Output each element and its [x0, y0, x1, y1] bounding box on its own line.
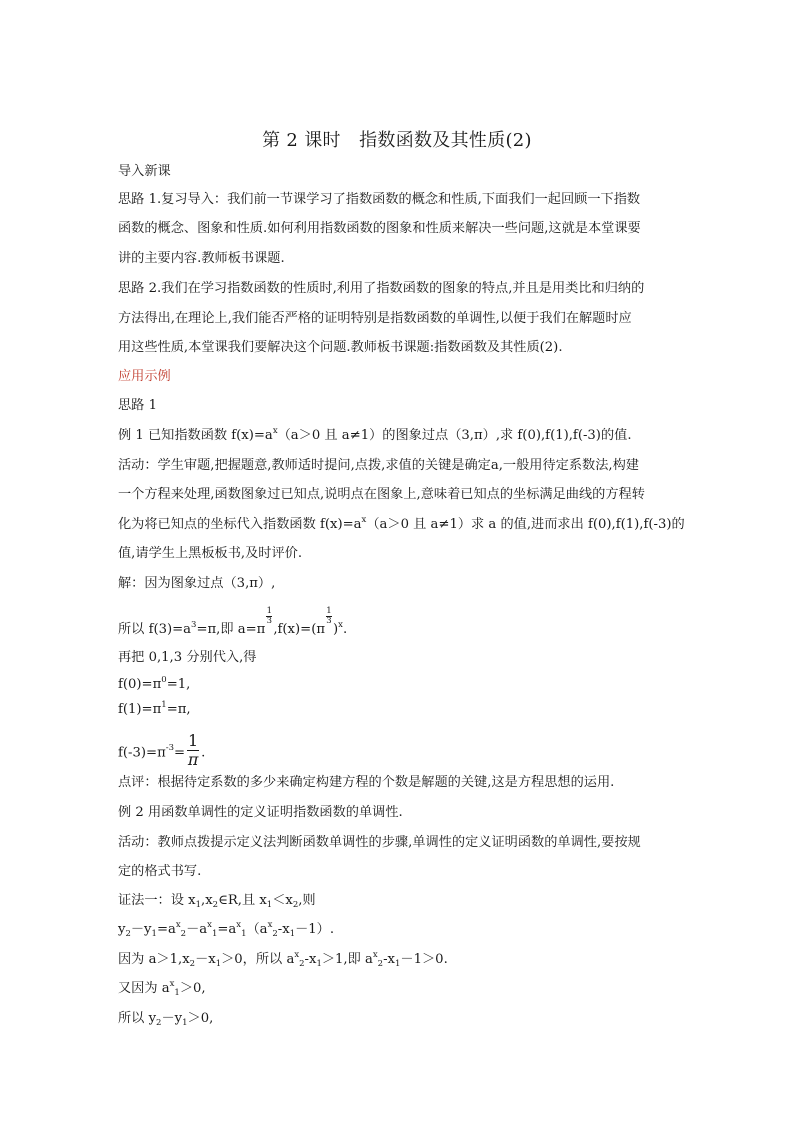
application-heading: 应用示例 [118, 369, 171, 384]
activity1-line-1: 活动：学生审题,把握题意,教师适时提问,点拨,求值的关键是确定a,一般用待定系数法,构建 [118, 458, 639, 473]
activity2-line-2: 定的格式书写. [118, 864, 202, 879]
idea1-line-2: 函数的概念、图象和性质.如何利用指数函数的图象和性质来解决一些问题,这就是本堂课要 [118, 221, 641, 236]
example-2: 例 2 用函数单调性的定义证明指数函数的单调性. [118, 805, 403, 820]
intro-heading: 导入新课 [118, 164, 171, 179]
comment-1: 点评：根据待定系数的多少来确定构建方程的个数是解题的关键,这是方程思想的运用. [118, 775, 615, 790]
f1-value: $f(1)=\pi^1=\pi$, [118, 700, 191, 717]
proof-line-5: 所以 $y_2-y_1>0$, [118, 1011, 214, 1028]
idea2-line-3: 用这些性质,本堂课我们要解决这个问题.教师板书课题:指数函数及其性质(2). [118, 340, 563, 355]
fraction-exponent: $\frac{1}{3}$ [266, 606, 273, 626]
fraction-exponent: $\frac{1}{3}$ [326, 606, 332, 626]
page-title: 第 2 课时 指数函数及其性质(2) [262, 130, 532, 151]
example-1: 例 1 已知指数函数 $f(x)=a^x(a>0$ 且 a≠1）的图象过点（3,π）,求 f(0),f(1),f(-3)的值. [118, 426, 632, 443]
idea2-line-1: 思路 2.我们在学习指数函数的性质时,利用了指数函数的图象的特点,并且是用类比和归纳的 [118, 281, 645, 296]
idea-label: 思路 1 [118, 398, 157, 413]
fm3-value: $f(-3)=\pi^{-3}=$ $\frac{1}{\pi}$ . [118, 731, 206, 770]
activity1-line-4: 值,请学生上黑板板书,及时评价. [118, 546, 303, 561]
proof-line-2: $y_2-y_1=a^x_2-a^x_1=a^x_1(a^x_2-x_1-1)$. [118, 920, 335, 939]
proof-line-1: 证法一：设 $x_1,x_2\in R$,且 $x_1<x_2$,则 [118, 893, 316, 910]
proof-line-3: 因为 $a>1,x_2-x_1>0$，所以 $a^x_2-x_1>1$,即 $a^x_2-x_1-1>0$. [118, 950, 448, 969]
fraction-one-over-pi: $\frac{1}{\pi}$ [187, 731, 199, 770]
solution-line-2: 所以 $f(3)=a^3=\pi$,即 a=π $\frac{1}{3}$ ,f(x)=(π $\frac{1}{3}$ )$^x$. [118, 606, 348, 637]
activity2-line-1: 活动：教师点拨提示定义法判断函数单调性的步骤,单调性的定义证明函数的单调性,要按规 [118, 835, 641, 850]
solution-line-3: 再把 0,1,3 分别代入,得 [118, 650, 257, 665]
idea1-line-3: 讲的主要内容.教师板书课题. [118, 251, 285, 266]
activity1-line-2: 一个方程来处理,函数图象过已知点,说明点在图象上,意味着已知点的坐标满足曲线的方程转 [118, 487, 645, 502]
solution-line-1: 解：因为图象过点（3,π）, [118, 576, 276, 591]
proof-line-4: 又因为 $a^x_1>0$, [118, 979, 206, 998]
f0-value: $f(0)=\pi^0=1$, [118, 675, 191, 692]
activity1-line-3: 化为将已知点的坐标代入指数函数 $f(x)=a^x(a>0$ 且 a≠1）求 a 的值,进而求出 f(0),f(1),f(-3)的 [118, 515, 685, 532]
idea2-line-2: 方法得出,在理论上,我们能否严格的证明特别是指数函数的单调性,以便于我们在解题时应 [118, 311, 632, 326]
idea1-line-1: 思路 1.复习导入：我们前一节课学习了指数函数的概念和性质,下面我们一起回顾一下指数 [118, 192, 641, 207]
